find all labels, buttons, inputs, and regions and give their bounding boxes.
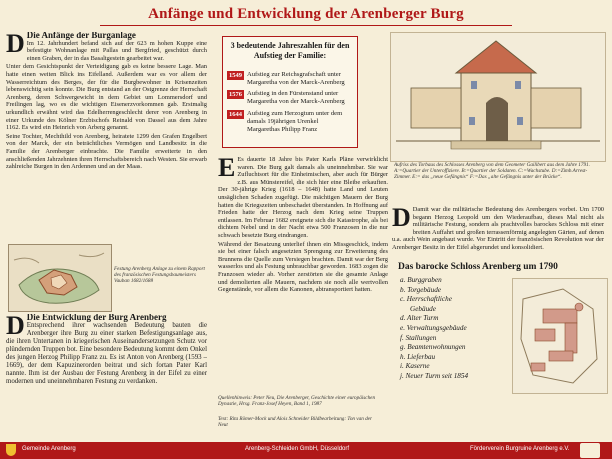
heading-baroque-castle: Das barocke Schloss Arenberg um 1790: [398, 262, 558, 272]
fortress-plan-image: [8, 244, 112, 312]
key-dates-title: 3 bedeutende Jahreszahlen für den Aufstieg der Familie:: [230, 41, 350, 60]
paragraph-location: Unter dem Gesichtspunkt der Verteidigung gab es keine bessere Lage. Man hatte einen weiten Blick ins Eifelland. Außerdem war es vor allem der Wasserreichtum des Berges, der für die Burgbewohner in Krisenzeiten lebenswichtig sein konnte. Die Burg entstand an der Ostgrenze der Herrschaft Arenberg, deren Schwergewicht in dem Gebiet um Lommersdorf und Freilingen lag, wo es die wichtigen Eisenerzvorkommen gab. Erstmalig urkundlich erwähnt wird das Edelherrengeschlecht derer von Arenberg in einer Urkunde des Kölner Erzbischofs Reinald von Dassel aus dem Jahre 1162. Es wird ein Heinrich von Arberg genannt.: [6, 63, 207, 132]
paragraph-pater-karl: Es dauerte 18 Jahre bis Pater Karls Pläne verwirklicht waren. Die Burg galt damals als uneinnehmbar. Sie war Zufluchtsort für die Einheimischen, aber auch für Bürger z.B. aus Münstereifel, die sich hier eine Bleibe erkauften. Der 30-jährige Krieg (1618 – 1648) hatte Land und Leuten unsäglichen Schaden zugefügt. Die mächtigen Mauern der Burg hatten die Kriegszeiten unbeschadet überstanden. In Hoffnung auf Frieden hatte der Herzog nach dem Krieg seine Truppen entlassen. Im Februar 1682 ereignete sich die Katastrophe, als bei dichtem Nebel und in der Nacht etwa 500 Franzosen in die nur schwach besetzte Burg eindrangen.: [218, 156, 388, 239]
dropcap-d2: D: [6, 314, 25, 340]
key-date-row: [227, 71, 347, 87]
year-badge: 1549: [229, 72, 242, 79]
footer-center-label: Arenberg-Schleiden GmbH, Düsseldorf: [245, 446, 350, 452]
legend-item: b. Torgebäude: [400, 285, 441, 294]
left-column: [6, 32, 207, 242]
legend-item: e. Verwaltungsgebäude: [400, 323, 467, 332]
legend-item: g. Beamtenwohnungen: [400, 343, 466, 352]
paragraph-occupation: Während der Besatzung unterlief ihnen ein Missgeschick, indem sie bei einer falsch angesetzten Sprengung zur Erweiterung des Brunnens die Quelle zum Versiegen brachten. Damit war der Berg wasserlos und als Festung unbrauchbar geworden. 1683 zogen die Franzosen wieder ab. Vorher zerstörten sie die gesamte Anlage und demolierten alle Mauern, nachdem sie noch alle wertvollen Gegenstände, vor allem die Kanonen, abtransportiert hatten.: [218, 240, 388, 294]
title-underline: [100, 25, 512, 26]
sources-note: Quellenhinweis: Peter Neu, Die Arenberger, Geschichte einer europäischen Dynastie, Hrsg. Franz-Josef Heyen, Band 1, 1987: [218, 395, 376, 408]
key-date-row: [227, 110, 347, 133]
paragraph-intro: Im 12. Jahrhundert befand sich auf der 623 m hohen Kuppe eine befestigte Wohnanlage mit Pallas und Bergfried, geschützt durch einen Graben, der in das Basaltgestein gearbeitet war.: [26, 39, 207, 62]
legend-item: f. Stallungen: [400, 333, 437, 342]
legend-item: Gebäude: [410, 304, 436, 313]
heading-beginnings: [6, 32, 207, 40]
footer-emblem-icon: [580, 443, 600, 458]
year-badge: 1576: [229, 91, 242, 98]
gatehouse-caption: Aufriss des Torbaus des Schlosses Arenberg von dem Geometer Gailibert aus dem Jahre 1791. A:=Quartier der Unteroffiziere. B:=Quartier der Soldaten. C:=Wachstube. D:=Zimb.Arrest-Zimmer. E:= das „neue Gefängnis“ F:=Das „alte Gefängnis unter der Brücke“.: [394, 162, 590, 181]
dropcap-d: D: [6, 32, 25, 58]
year-text: Aufstieg zum Herzogtum unter dem damals 19jährigen Urenkel Margarethas Philipp Franz: [247, 110, 343, 133]
legend-item: i. Kaserne: [400, 362, 430, 371]
legend-item: h. Lieferbau: [400, 352, 436, 361]
middle-column: [218, 156, 388, 382]
fortress-plan-caption: Festung Arenberg Anlage zu einem Rapport des französischen Festungsbaumeisters Vauban 1682/1688: [114, 266, 205, 285]
key-date-row: [227, 90, 347, 106]
heading-development-text: Die Entwicklung der Burg Arenberg: [26, 314, 167, 322]
dropcap-d3: D: [392, 206, 411, 232]
paragraph-mechthild: Seine Tochter, Mechthild von Arenberg, heiratete 1299 den Grafen Engelbert von der Marck, der ein beträchtliches Vermögen und Landbesitz in die Familie der Arenberger einbrachte. Die Familie erweiterte in den anschließenden Jahrzehnten ihren Herrschaftsbereich nach Westen. Sie erwarb zahlreiche Burgen in den Ardennen und an der Maas.: [6, 132, 207, 171]
gatehouse-drawing: [390, 32, 606, 162]
castle-legend: [400, 276, 510, 382]
credits-note: Text: Rita Römer-Mock und Alois Schneider Bildbearbeitung: Ton van der Neut: [218, 416, 373, 429]
right-column: [392, 206, 604, 256]
castle-plan-image: [512, 278, 608, 394]
footer-right-label: Förderverein Burgruine Arenberg e.V.: [470, 446, 570, 452]
paragraph-baroque: Damit war die militärische Bedeutung des Arenbergers vorbei. Um 1700 begann Herzog Leopold um den Wiederaufbau, dieses Mal nicht als militärische Festung, sondern als prachtvolles barockes Schloss mit einer breiten Auffahrt und großen terrassenförmig angelegten Gärten, auf denen u.a. auch Wein angebaut wurde. Vor Eintritt der französischen Revolution war der Arenberger Besitz in der Eifel abgerundet und konsolidiert.: [392, 206, 604, 251]
key-dates-box: [222, 36, 358, 148]
legend-item: d. Alter Turm: [400, 314, 439, 323]
castle-plan-drawing: [513, 279, 607, 393]
year-badge: 1644: [229, 111, 242, 118]
year-text: Aufstieg in den Fürstenstand unter Margaretha von der Marck-Arenberg: [247, 90, 345, 105]
heading-beginnings-text: Die Anfänge der Burganlage: [26, 32, 136, 40]
fortress-plan-drawing: [9, 245, 111, 311]
year-text: Aufstieg zur Reichsgrafschaft unter Margaretha von der Marck-Arenberg: [247, 71, 345, 86]
legend-item: j. Neuer Turm seit 1854: [400, 371, 469, 380]
footer-crest-icon: [6, 444, 16, 456]
left-column-lower: [6, 314, 207, 439]
footer-bar: [0, 442, 612, 459]
page-title: Anfänge und Entwicklung der Arenberger Burg: [148, 6, 464, 22]
dropcap-e: E: [218, 156, 236, 182]
heading-development: [6, 314, 207, 322]
paragraph-development: Entsprechend ihrer wachsenden Bedeutung bauten die Arenberger ihre Burg zu einer starken Befestigungsanlage aus, die ihren Untertanen in kriegerischen Auseinandersetzungen Schutz vor plündernden Truppen bot. Eine besondere Bedeutung kommt dem Onkel des jungen Herzog Philipp Franz zu. Es ist Anton von Arenberg (1593 – 1669), der dem Kapuzinerorden beitrat und sich fortan Pater Karl nannte. Ihm ist der Ausbau der Festung Arenberg in der Eifel zu einer modernen und uneinnehmbaren Festung zu verdanken.: [6, 321, 207, 386]
legend-item: c. Herrschaftliche: [400, 295, 452, 304]
gatehouse-elevation: [391, 33, 605, 161]
legend-item: a. Burggraben: [400, 276, 442, 284]
footer-left-label: Gemeinde Arenberg: [22, 446, 76, 452]
